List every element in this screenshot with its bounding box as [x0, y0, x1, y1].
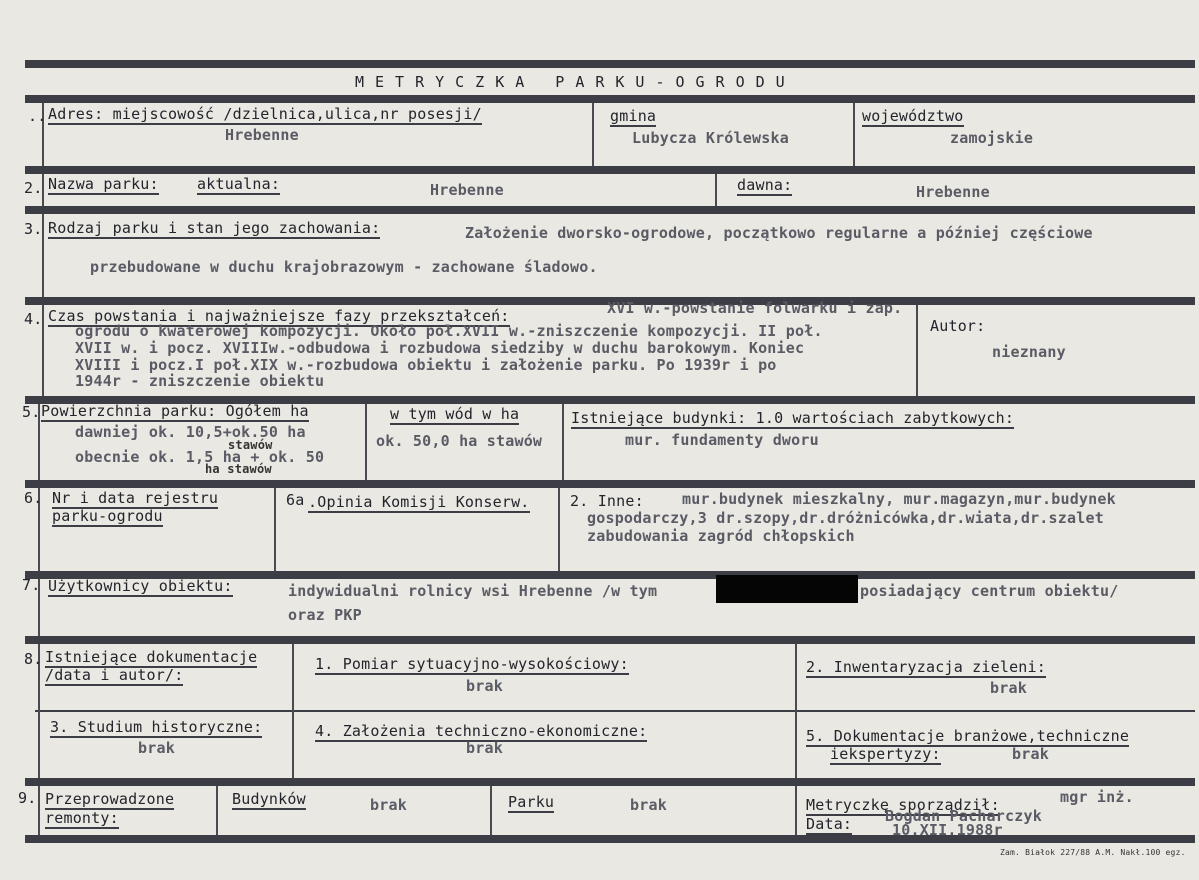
- other-label: 2. Inne:: [570, 492, 644, 510]
- doc4-value: brak: [466, 739, 503, 757]
- divider: [592, 103, 594, 166]
- doc4-label: 4. Założenia techniczno-ekonomiczne:: [315, 722, 648, 740]
- divider: [795, 786, 797, 835]
- divider: [715, 174, 717, 206]
- section-number-6: 6.: [24, 489, 43, 507]
- divider: [38, 786, 40, 835]
- area-current-ponds: ha stawów: [205, 462, 272, 476]
- divider: [274, 488, 276, 571]
- buildings-value: mur. fundamenty dworu: [625, 431, 819, 449]
- rule-after-title: [25, 95, 1195, 103]
- water-label: w tym wód w ha: [390, 405, 520, 423]
- divider: [490, 786, 492, 835]
- date-value: 10.XII.1988r: [892, 821, 1003, 839]
- history-line2: ogrodu o kwaterowej kompozycji. Około poł.XVII w.-zniszczenie kompozycji. II poł.: [75, 322, 823, 340]
- park-type-value-line2: przebudowane w duchu krajobrazowym - zachowane śladowo.: [90, 258, 598, 276]
- users-line2: oraz PKP: [288, 606, 362, 624]
- former-name-label: dawna:: [737, 176, 793, 194]
- users-label: Użytkownicy obiektu:: [48, 577, 233, 595]
- section-number-2: 2.: [24, 179, 43, 197]
- section-number-9: 9.: [18, 789, 37, 807]
- doc2-label: 2. Inwentaryzacja zieleni:: [806, 658, 1046, 676]
- history-label: Czas powstania i najważniejsze fazy przekształceń:: [48, 307, 510, 325]
- divider: [216, 786, 218, 835]
- rule-mid-8: [35, 710, 1195, 712]
- doc5-label-line1: 5. Dokumentacje branżowe,techniczne: [806, 727, 1130, 745]
- former-name-value: Hrebenne: [916, 183, 990, 201]
- page-title: METRYCZKA PARKU-OGRODU: [355, 73, 796, 91]
- doc1-label: 1. Pomiar sytuacyjno-wysokościowy:: [315, 655, 629, 673]
- divider: [365, 404, 367, 480]
- users-line1-b: posiadający centrum obiektu/: [860, 582, 1119, 600]
- rule-after-5: [25, 480, 1195, 488]
- renovations-label-line2: remonty:: [45, 809, 119, 827]
- divider: [916, 305, 918, 396]
- area-former-ponds: stawów: [228, 438, 273, 452]
- divider: [795, 644, 797, 778]
- section-number-1: ..: [28, 107, 47, 125]
- wojewodztwo-value: zamojskie: [950, 129, 1034, 147]
- opinion-label: .Opinia Komisji Konserw.: [308, 493, 530, 511]
- park-renovation-value: brak: [630, 796, 667, 814]
- rule-after-7: [25, 636, 1195, 644]
- history-line5: 1944r - zniszczenie obiektu: [75, 372, 325, 390]
- prepared-by-label: Metryczkę sporządził:: [806, 796, 1000, 814]
- water-value: ok. 50,0 ha stawów: [376, 432, 543, 450]
- history-line1: XVI w.-powstanie folwarku i zap.: [607, 299, 903, 317]
- history-line4: XVIII i pocz.I poł.XIX w.-rozbudowa obiektu i założenie parku. Po 1939r i po: [75, 356, 777, 374]
- section-number-4: 4.: [24, 310, 43, 328]
- history-line3: XVII w. i pocz. XVIIIw.-odbudowa i rozbudowa siedziby w duchu barokowym. Koniec: [75, 339, 805, 357]
- redaction-box: [716, 575, 858, 603]
- renovations-label-line1: Przeprowadzone: [45, 790, 175, 808]
- address-label: Adres: miejscowość /dzielnica,ulica,nr posesji/: [48, 105, 482, 123]
- users-line1-a: indywidualni rolnicy wsi Hrebenne /w tym: [288, 582, 658, 600]
- rule-top: [25, 60, 1195, 68]
- area-current: obecnie ok. 1,5 ha + ok. 50: [75, 448, 325, 466]
- docs-label-line2: /data i autor/:: [45, 666, 184, 684]
- divider: [558, 488, 560, 571]
- current-name-value: Hrebenne: [430, 181, 504, 199]
- gmina-label: gmina: [610, 107, 657, 125]
- doc5-value: brak: [1012, 745, 1049, 763]
- print-footer: Zam. Białok 227/88 A.M. Nakł.100 egz.: [1000, 848, 1186, 857]
- prepared-by-title: mgr inż.: [1060, 788, 1134, 806]
- docs-label-line1: Istniejące dokumentacje: [45, 648, 258, 666]
- section-number-3: 3.: [24, 220, 43, 238]
- gmina-value: Lubycza Królewska: [632, 129, 789, 147]
- register-label-line2: parku-ogrodu: [52, 507, 163, 525]
- park-type-label: Rodzaj parku i stan jego zachowania:: [48, 219, 381, 237]
- park-type-value-line1: Założenie dworsko-ogrodowe, początkowo regularne a później częściowe: [465, 224, 1093, 242]
- address-value: Hrebenne: [225, 126, 299, 144]
- doc5-label-line2: iekspertyzy:: [830, 745, 941, 763]
- section-number-7: 7.: [22, 576, 41, 594]
- rule-after-2: [25, 206, 1195, 214]
- other-line2: gospodarczy,3 dr.szopy,dr.dróżnicówka,dr.wiata,dr.szalet: [587, 509, 1104, 527]
- register-label-line1: Nr i data rejestru: [52, 489, 219, 507]
- author-label: Autor:: [930, 317, 986, 335]
- author-value: nieznany: [992, 343, 1066, 361]
- rule-bottom: [25, 835, 1195, 843]
- section-number-5: 5.: [22, 403, 41, 421]
- buildings-label: Istniejące budynki: 1.0 wartościach zabytkowych:: [571, 409, 1015, 427]
- divider: [853, 103, 855, 166]
- current-name-label: aktualna:: [197, 175, 281, 193]
- area-former: dawniej ok. 10,5+ok.50 ha: [75, 423, 306, 441]
- date-label: Data:: [806, 815, 853, 833]
- other-line1: mur.budynek mieszkalny, mur.magazyn,mur.budynek: [682, 490, 1116, 508]
- divider: [562, 404, 564, 480]
- park-name-label: Nazwa parku:: [48, 175, 159, 193]
- section-number-8: 8.: [24, 650, 43, 668]
- opinion-number: 6a: [286, 491, 305, 509]
- other-line3: zabudowania zagród chłopskich: [587, 527, 855, 545]
- rule-after-1: [25, 166, 1195, 174]
- divider: [292, 644, 294, 778]
- doc3-value: brak: [138, 739, 175, 757]
- prepared-by-name: Bogdan Pacharczyk: [885, 807, 1042, 825]
- area-label: Powierzchnia parku: Ogółem ha: [41, 402, 309, 420]
- park-renovation-label: Parku: [508, 793, 555, 811]
- buildings-renovation-value: brak: [370, 796, 407, 814]
- rule-after-8: [25, 778, 1195, 786]
- doc2-value: brak: [990, 679, 1027, 697]
- wojewodztwo-label: województwo: [862, 107, 964, 125]
- doc1-value: brak: [466, 677, 503, 695]
- doc3-label: 3. Studium historyczne:: [50, 718, 263, 736]
- buildings-renovation-label: Budynków: [232, 790, 306, 808]
